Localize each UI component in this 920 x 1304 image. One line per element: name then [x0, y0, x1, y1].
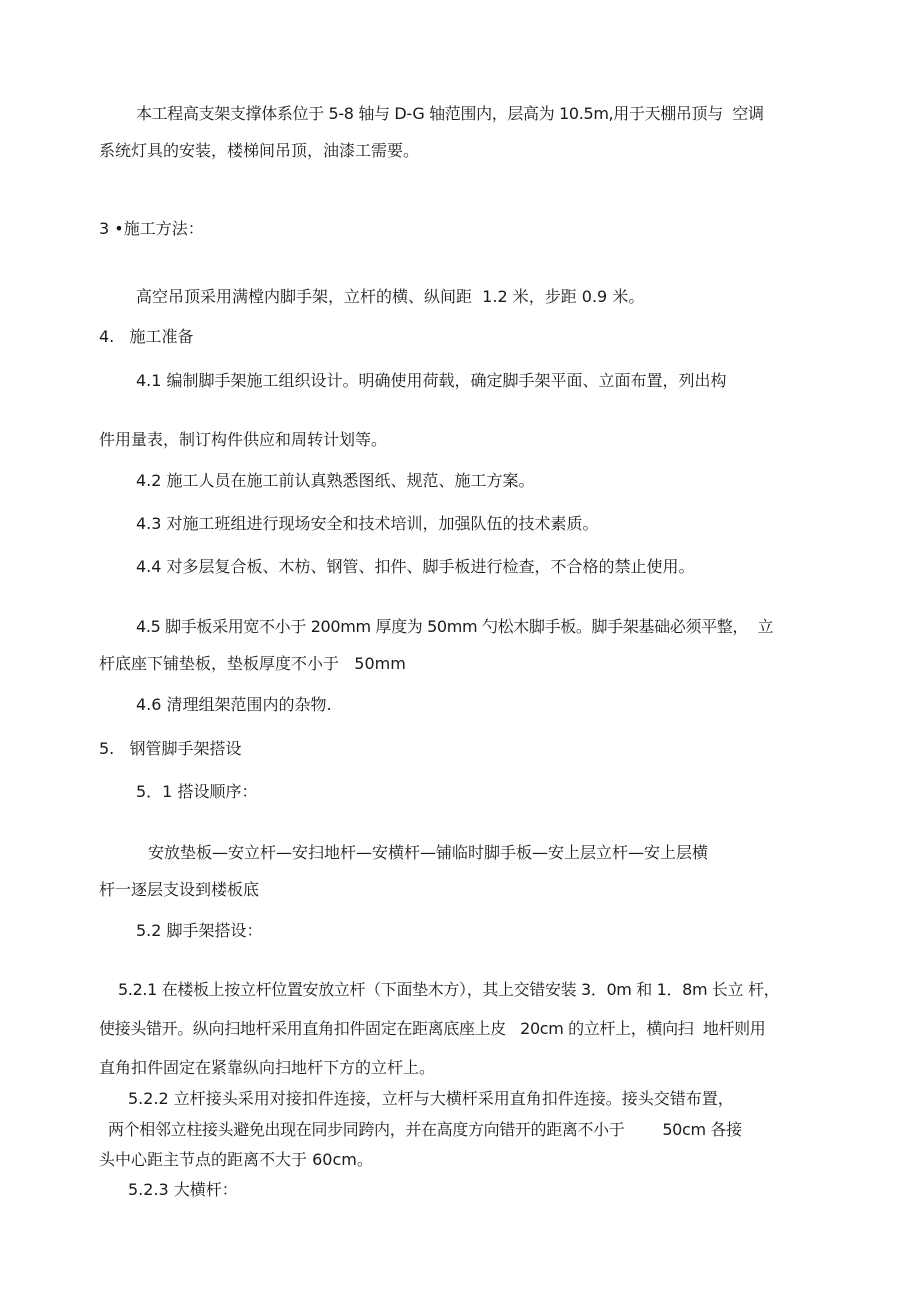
item-4-5-line-2: 杆底座下铺垫板，垫板厚度不小于 50mm	[99, 654, 406, 673]
item-4-4: 4.4 对多层复合板、木枋、钢管、扣件、脚手板进行检查，不合格的禁止使用。	[136, 557, 695, 576]
item-5-2-1-line-3: 直角扣件固定在紧靠纵向扫地杆下方的立杆上。	[99, 1058, 436, 1077]
item-4-6: 4.6 清理组架范围内的杂物.	[136, 695, 332, 714]
item-5-2-2-line-1: 5.2.2 立杆接头采用对接扣件连接，立杆与大横杆采用直角扣件连接。接头交错布置，	[128, 1089, 734, 1108]
item-5-2-1-line-1: 5.2.1 在楼板上按立杆位置安放立杆（下面垫木方），其上交错安装 3．0m 和 1．8m 长立 杆，	[118, 980, 780, 999]
item-4-2: 4.2 施工人员在施工前认真熟悉图纸、规范、施工方案。	[136, 471, 535, 490]
item-5-2-heading: 5.2 脚手架搭设：	[136, 921, 263, 940]
item-4-1-line-1: 4.1 编制脚手架施工组织设计。明确使用荷载，确定脚手架平面、立面布置，列出构	[136, 371, 727, 390]
item-5-2-2-line-2: 两个相邻立柱接头避免出现在同步同跨内，并在高度方向错开的距离不小于 50cm 各接	[108, 1120, 742, 1139]
erection-sequence-line-2: 杆一逐层支设到楼板底	[99, 880, 260, 899]
item-4-1-line-2: 件用量表，制订构件供应和周转计划等。	[99, 430, 388, 449]
scope-paragraph-line-2: 系统灯具的安装，楼梯间吊顶，油漆工需要。	[99, 141, 420, 160]
scope-paragraph-line-1: 本工程高支架支撑体系位于 5-8 轴与 D-G 轴范围内，层高为 10.5m,用于天棚吊顶与 空调	[136, 104, 764, 123]
construction-method-text: 高空吊顶采用满樘内脚手架，立杆的横、纵间距 1.2 米，步距 0.9 米。	[136, 287, 645, 306]
item-5-1-heading: 5．1 搭设顺序：	[136, 782, 258, 801]
item-5-2-1-line-2: 使接头错开。纵向扫地杆采用直角扣件固定在距离底座上皮 20cm 的立杆上，横向扫 地杆则用	[99, 1019, 766, 1038]
item-5-2-2-line-3: 头中心距主节点的距离不大于 60cm。	[99, 1150, 373, 1169]
section-5-heading: 5. 钢管脚手架搭设	[99, 739, 242, 758]
section-4-heading: 4. 施工准备	[99, 327, 194, 346]
erection-sequence-line-1: 安放垫板—安立杆—安扫地杆—安横杆—铺临时脚手板—安上层立杆—安上层横	[148, 843, 709, 862]
item-5-2-3-heading: 5.2.3 大横杆：	[128, 1180, 238, 1199]
item-4-5-line-1: 4.5 脚手板采用宽不小于 200mm 厚度为 50mm 勺松木脚手板。脚手架基础必须平整， 立	[136, 617, 774, 636]
section-3-heading: 3 •施工方法：	[99, 219, 204, 238]
item-4-3: 4.3 对施工班组进行现场安全和技术培训，加强队伍的技术素质。	[136, 514, 599, 533]
